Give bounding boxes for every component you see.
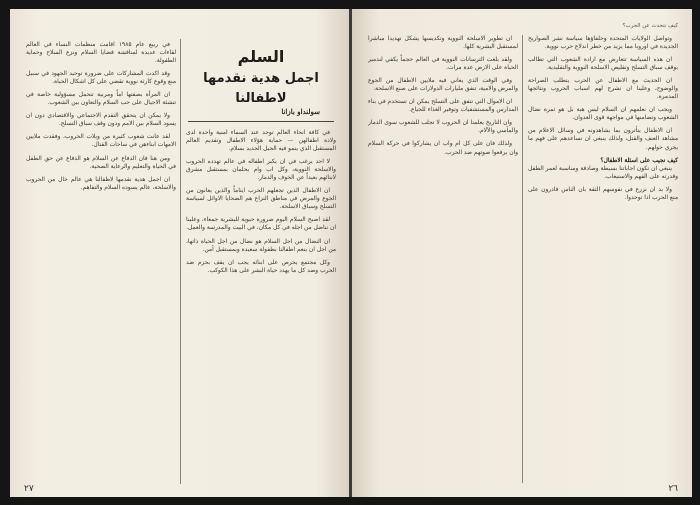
paragraph: وان التاريخ يعلمنا ان الحروب لا تجلب للشعوب سوى الدمار والمآسي والآلام. (368, 120, 518, 135)
paragraph: في ربيع عام ١٩٨٥ اقامت منظمات النساء في العالم لقاءات عديدة لمناقشة قضايا السلام ونزع السلاح وحماية الطفولة. (26, 42, 176, 65)
paragraph: ان الاطفال الذين تجعلهم الحرب ايتاماً والذين يعانون من الجوع والمرض في مناطق النزاع هم الضحايا الاوائل لسياسة التسلح وسباق الاسلحة. (186, 188, 336, 211)
paragraph: ولذلك فان على كل ام واب ان يشاركوا في حركة السلام وان يرفعوا صوتهم ضد الحرب. (368, 141, 518, 156)
paragraph: ولا يمكن ان يتحقق التقدم الاجتماعي والاقتصادي دون ان يسود السلام بين الامم ودون وقف سباق التسلح. (26, 113, 176, 128)
column-divider (180, 39, 181, 484)
page-number: ٢٧ (24, 484, 34, 494)
right-page (352, 9, 692, 497)
paragraph: ولقد بلغت الترسانات النووية في العالم حجماً يكفي لتدمير الحياة على الارض عدة مرات. (368, 57, 518, 72)
paragraph: لقد عانت شعوب كثيرة من ويلات الحروب، وفقدت ملايين الامهات ابناءهن في ساحات القتال. (26, 134, 176, 149)
left-page (10, 9, 350, 497)
left-page-column-left (26, 41, 176, 484)
article-author: سولنداو بازانا (281, 107, 320, 116)
paragraph: ومن هنا فان الدفاع عن السلام هو الدفاع عن حق الطفل في الحياة والتعليم والرعاية الصحية. (26, 155, 176, 170)
paragraph: لقد اصبح السلام اليوم ضرورة حيوية للبشرية جمعاء، وعلينا ان نناضل من اجله في كل مكان، في البيت والمدرسة والعمل. (186, 217, 336, 232)
right-page-column-left (368, 35, 518, 483)
running-header: كيف نتحدث عن الحرب؟ (622, 23, 678, 29)
paragraph: ان النضال من اجل السلام هو نضال من اجل الحياة ذاتها، من اجل ان ينعم اطفالنا بطفولة سعيدة وبمستقبل آمن. (186, 238, 336, 253)
paragraph: ان الحديث مع الاطفال عن الحرب يتطلب الصراحة والوضوح، وعلينا ان نشرح لهم اسباب الحروب ونتائجها المدمرة. (528, 78, 678, 101)
right-page-column-right (528, 35, 678, 483)
paragraph: وتواصل الولايات المتحدة وحلفاؤها سياسة نشر الصواريخ الجديدة في اوروبا مما يزيد من خطر اندلاع حرب نووية. (528, 36, 678, 51)
paragraph: وقد اكدت المشاركات على ضرورة توحيد الجهود في سبيل منع وقوع كارثة نووية تقضي على كل اشكال الحياة. (26, 71, 176, 86)
paragraph: وفي الوقت الذي يعاني فيه ملايين الاطفال من الجوع والمرض والامية، تنفق مليارات الدولارات على صنع الاسلحة. (368, 78, 518, 93)
paragraph: ان الاموال التي تنفق على التسلح يمكن ان تستخدم في بناء المدارس والمستشفيات وتوفير الغذاء للجياع. (368, 99, 518, 114)
section-question: كيف نجيب على اسئلة الاطفال؟ (600, 156, 678, 164)
paragraph: ان هذه السياسة تتعارض مع ارادة الشعوب التي تطالب بوقف سباق التسلح وتقليص الاسلحة النووية والتقليدية. (528, 57, 678, 72)
paragraph: ان المرأة بصفتها اماً ومربية تتحمل مسؤولية خاصة في تنشئة الاجيال على حب السلام والتعاون بين الشعوب. (26, 92, 176, 107)
article-subtitle: اجمل هدية نقدمها لاطفالنا (203, 71, 319, 106)
paragraph: ان تطوير الاسلحة النووية وتكديسها يشكل تهديداً مباشراً لمستقبل البشرية كلها. (368, 36, 518, 51)
paragraph: لا احد يرغب في ان يكبر اطفاله في عالم تهدده الحروب والاسلحة النووية، وكل اب وام يحلمان بمستقبل مشرق لابنائهم بعيداً عن الخوف والدمار. (186, 159, 336, 182)
column-divider (522, 35, 523, 483)
paragraph: ان الاطفال يتأثرون بما يشاهدونه في وسائل الاعلام من مشاهد العنف والقتل، ولذلك ينبغي ان نساعدهم على فهم ما يجري حولهم. (528, 128, 678, 151)
title-divider (188, 121, 334, 122)
paragraph: وكل مجتمع يحرص على ابنائه يجب ان يقف بحزم ضد الحرب وضد كل ما يهدد حياة البشر على هذا الكوكب. (186, 259, 336, 274)
page-number: ٢٦ (668, 484, 678, 494)
paragraph: ولا بد ان نزرع في نفوسهم الثقة بان الناس قادرون على منع الحرب اذا توحدوا. (528, 186, 678, 201)
article-title: السلم (237, 47, 285, 66)
paragraph: ينبغي ان تكون اجاباتنا بسيطة وصادقة ومناسبة لعمر الطفل وقدرته على الفهم والاستيعاب. (528, 165, 678, 180)
paragraph: ان اجمل هدية نقدمها لاطفالنا هي عالم خال من الحروب والاسلحة، عالم يسوده السلام والتفاهم. (26, 176, 176, 191)
left-page-column-right (186, 129, 336, 484)
article-title-block (188, 47, 334, 105)
paragraph: ويجب ان نعلمهم ان السلام ليس هبة بل هو ثمرة نضال الشعوب وتضامنها في مواجهة قوى العدوان. (528, 107, 678, 122)
magazine-spread (10, 9, 692, 497)
paragraph: في كافة انحاء العالم توجد عند السماء امنية واحدة لدى ولادة اطفالهن — حماية هؤلاء الاطفال وتقديم العالم المستقبل الذي ينمو فيه الجيل الجديد بسلام. (186, 130, 336, 153)
